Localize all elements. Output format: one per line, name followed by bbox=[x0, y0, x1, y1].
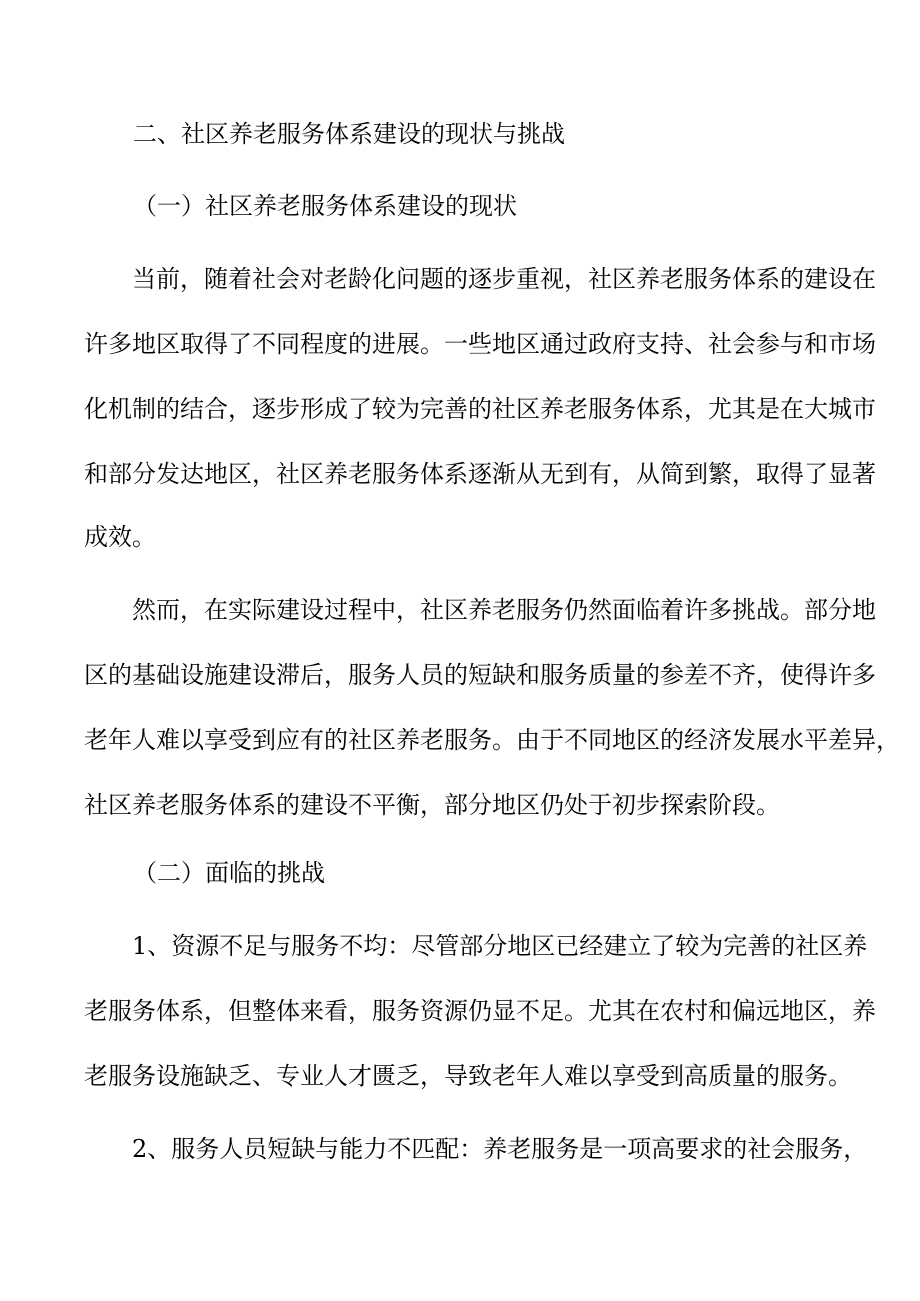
subsection-heading-status: （一）社区养老服务体系建设的现状 bbox=[133, 192, 517, 220]
paragraph-line: 成效。 bbox=[84, 523, 156, 551]
paragraph-line: 区的基础设施建设滞后，服务人员的短缺和服务质量的参差不齐，使得许多 bbox=[84, 661, 876, 689]
section-heading: 二、社区养老服务体系建设的现状与挑战 bbox=[133, 120, 565, 148]
paragraph-line: 当前，随着社会对老龄化问题的逐步重视，社区养老服务体系的建设在 bbox=[132, 265, 876, 293]
paragraph-line: 老年人难以享受到应有的社区养老服务。由于不同地区的经济发展水平差异， bbox=[84, 726, 900, 754]
paragraph-line: 社区养老服务体系的建设不平衡，部分地区仍处于初步探索阶段。 bbox=[84, 791, 780, 819]
paragraph-line: 化机制的结合，逐步形成了较为完善的社区养老服务体系，尤其是在大城市 bbox=[84, 395, 876, 423]
paragraph-line: 许多地区取得了不同程度的进展。一些地区通过政府支持、社会参与和市场 bbox=[84, 330, 876, 358]
paragraph-line: 和部分发达地区，社区养老服务体系逐渐从无到有，从简到繁，取得了显著 bbox=[84, 460, 876, 488]
subsection-heading-challenges: （二）面临的挑战 bbox=[133, 859, 325, 887]
list-item-line: 老服务体系，但整体来看，服务资源仍显不足。尤其在农村和偏远地区，养 bbox=[84, 997, 876, 1025]
paragraph-line: 然而，在实际建设过程中，社区养老服务仍然面临着许多挑战。部分地 bbox=[132, 596, 876, 624]
list-item-line: 1、资源不足与服务不均：尽管部分地区已经建立了较为完善的社区养 bbox=[132, 932, 868, 960]
list-item-line: 老服务设施缺乏、专业人才匮乏，导致老年人难以享受到高质量的服务。 bbox=[84, 1062, 852, 1090]
list-item-line: 2、服务人员短缺与能力不匹配：养老服务是一项高要求的社会服务， bbox=[132, 1135, 868, 1163]
